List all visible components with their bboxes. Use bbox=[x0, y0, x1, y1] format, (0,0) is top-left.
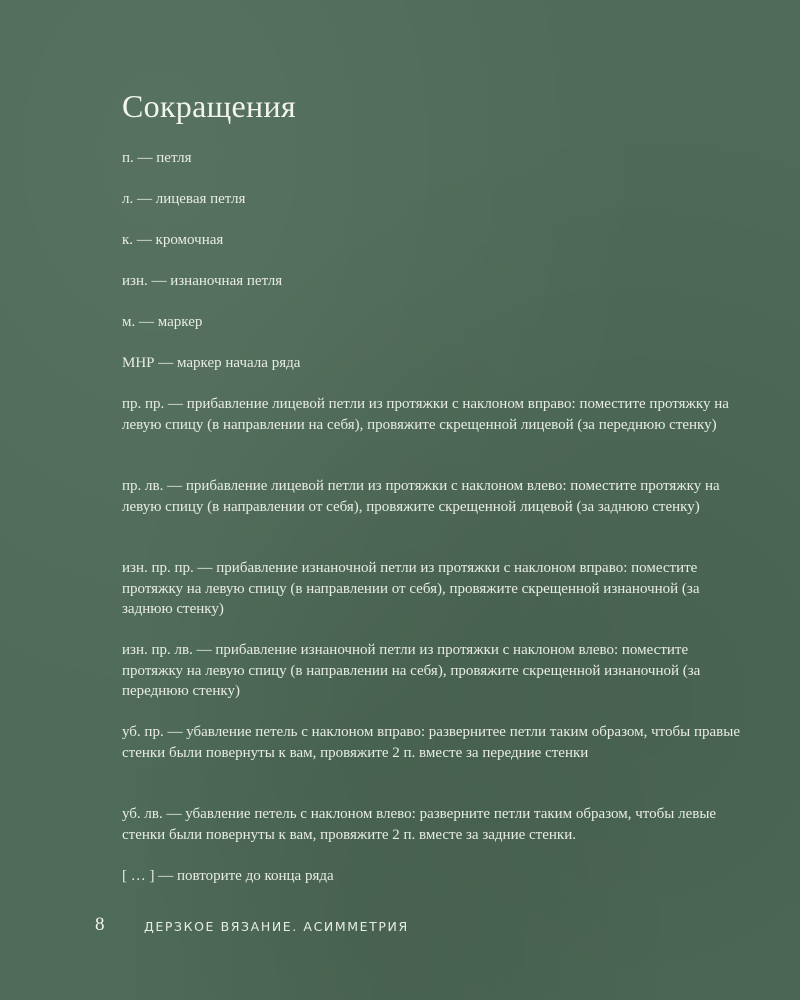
abbreviation-entry: уб. лв. — убавление петель с наклоном влево: разверните петли таким образом, чтобы левые стенки были повернуты к вам, провяжите 2 п. вместе за задние стенки. bbox=[122, 806, 717, 843]
page-title: Сокращения bbox=[122, 88, 296, 124]
abbreviation-entry: к. — кромочная bbox=[122, 232, 224, 248]
abbreviation-entry: пр. пр. — прибавление лицевой петли из протяжки с наклоном вправо: поместите протяжку на левую спицу (в направлении на себя), провяжите скрещенной лицевой (за переднюю стенку) bbox=[122, 396, 729, 433]
abbreviation-entry: л. — лицевая петля bbox=[122, 191, 246, 207]
abbreviation-entry: изн. пр. пр. — прибавление изнаночной петли из протяжки с наклоном вправо: поместите протяжку на левую спицу (в направлении от себя), провяжите скрещенной изнаночной (за заднюю стенку) bbox=[122, 560, 700, 617]
abbreviation-entry: изн. — изнаночная петля bbox=[122, 273, 283, 289]
abbreviation-entry: [ … ] — повторите до конца ряда bbox=[122, 868, 334, 884]
page-number: 8 bbox=[95, 914, 105, 935]
abbreviation-entry: пр. лв. — прибавление лицевой петли из протяжки с наклоном влево: поместите протяжку на левую спицу (в направлении от себя), провяжите скрещенной лицевой (за заднюю стенку) bbox=[122, 478, 720, 515]
abbreviation-entry: уб. пр. — убавление петель с наклоном вправо: развернитее петли таким образом, чтобы правые стенки были повернуты к вам, провяжите 2 п. вместе за передние стенки bbox=[122, 724, 740, 761]
abbreviation-entry: МНР — маркер начала ряда bbox=[122, 355, 301, 371]
abbreviation-entry: м. — маркер bbox=[122, 314, 203, 330]
running-book-title: ДЕРЗКОЕ ВЯЗАНИЕ. АСИММЕТРИЯ bbox=[144, 919, 409, 934]
abbreviation-entry: изн. пр. лв. — прибавление изнаночной петли из протяжки с наклоном влево: поместите протяжку на левую спицу (в направлении на себя), провяжите скрещенной изнаночной (за переднюю стенку) bbox=[122, 642, 701, 699]
abbreviation-entry: п. — петля bbox=[122, 150, 192, 166]
